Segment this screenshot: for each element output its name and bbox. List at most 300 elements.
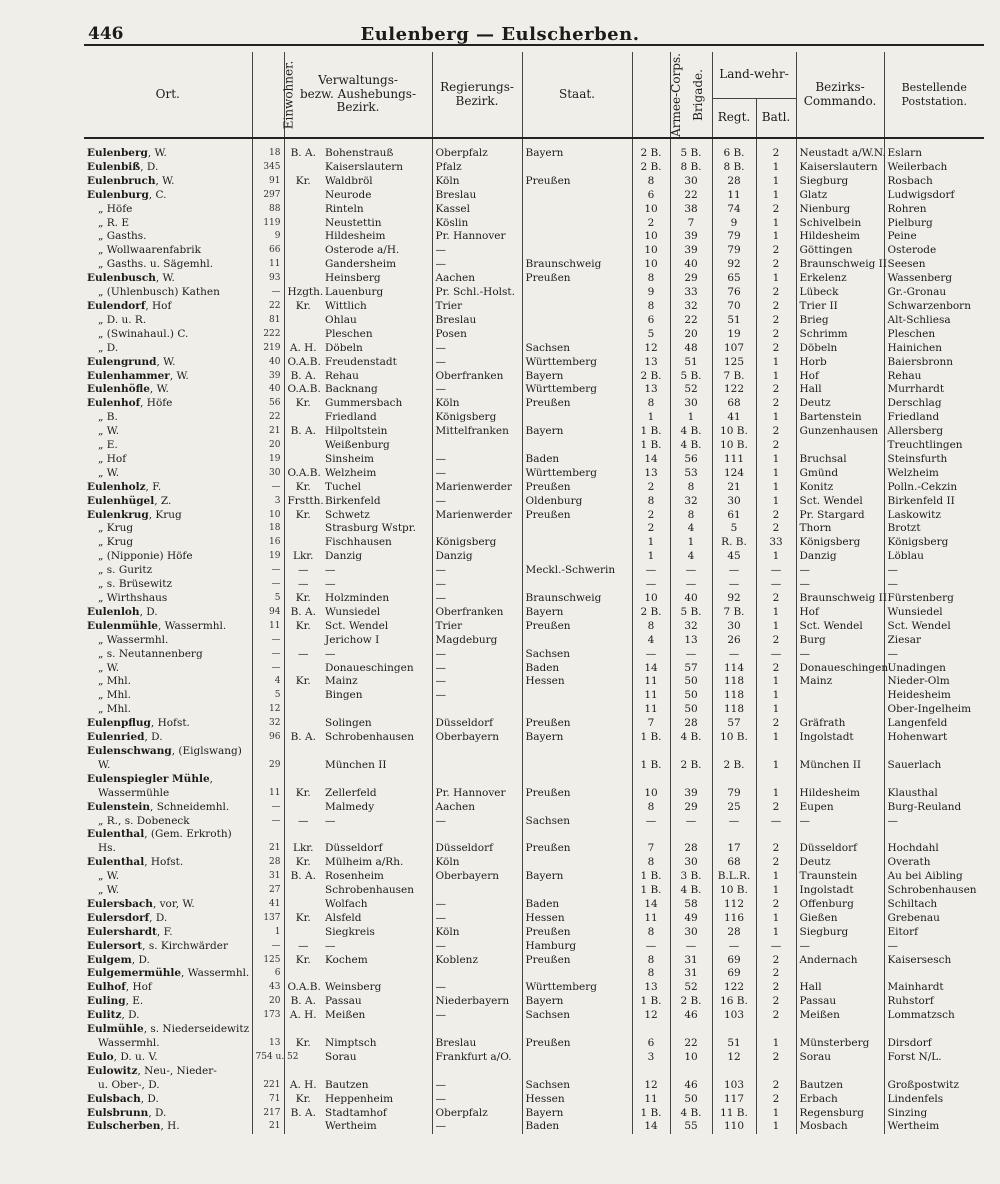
cell-staat bbox=[522, 203, 632, 217]
cell-post: — bbox=[884, 940, 984, 954]
cell-verwaltung: Sinsheim bbox=[325, 452, 374, 465]
cell-post: Ludwigsdorf bbox=[884, 189, 984, 203]
table-row bbox=[84, 1023, 984, 1037]
table-row bbox=[84, 1065, 984, 1079]
cell-ort: Eulsbrunn, D. bbox=[87, 1106, 167, 1119]
cell-batl: 1 bbox=[756, 731, 796, 745]
cell-brigade: 30 bbox=[670, 856, 712, 870]
cell-regierung: Marienwerder bbox=[432, 509, 522, 523]
cell-regierung: — bbox=[432, 592, 522, 606]
cell-typ bbox=[284, 717, 322, 731]
cell-ort: u. Ober-, D. bbox=[98, 1078, 160, 1091]
cell-post: Osterode bbox=[884, 244, 984, 258]
cell-regt: 25 bbox=[712, 801, 756, 815]
cell-verwaltung: Schrobenhausen bbox=[325, 731, 415, 744]
cell-armee: 7 bbox=[632, 842, 670, 856]
cell-regierung: — bbox=[432, 244, 522, 258]
cell-batl: — bbox=[756, 648, 796, 662]
cell-armee: — bbox=[632, 648, 670, 662]
table-row bbox=[84, 1037, 984, 1051]
cell-einwohner: — bbox=[252, 801, 284, 815]
cell-brigade: — bbox=[670, 815, 712, 829]
cell-brigade: 28 bbox=[670, 842, 712, 856]
cell-einwohner: 173 bbox=[252, 1009, 284, 1023]
cell-einwohner bbox=[252, 1065, 284, 1079]
cell-brigade: 53 bbox=[670, 467, 712, 481]
cell-typ: O.A.B. bbox=[284, 356, 322, 370]
cell-regierung: Pr. Hannover bbox=[432, 230, 522, 244]
cell-post: Au bei Aibling bbox=[884, 870, 984, 884]
cell-batl bbox=[756, 1065, 796, 1079]
cell-brigade bbox=[670, 828, 712, 842]
cell-staat bbox=[522, 689, 632, 703]
table-row bbox=[84, 1107, 984, 1121]
cell-regierung: Koblenz bbox=[432, 954, 522, 968]
table-row bbox=[84, 286, 984, 300]
cell-ort: Eulenhügel, Z. bbox=[87, 494, 172, 507]
cell-einwohner: 30 bbox=[252, 467, 284, 481]
cell-typ bbox=[284, 189, 322, 203]
cell-post: Allersberg bbox=[884, 425, 984, 439]
cell-armee: 12 bbox=[632, 1009, 670, 1023]
cell-ort: „ E. bbox=[98, 439, 118, 452]
cell-einwohner: 219 bbox=[252, 342, 284, 356]
cell-einwohner bbox=[252, 745, 284, 759]
cell-brigade: 5 B. bbox=[670, 370, 712, 384]
cell-einwohner: 32 bbox=[252, 717, 284, 731]
cell-regt: 111 bbox=[712, 453, 756, 467]
cell-verwaltung: Bingen bbox=[325, 689, 363, 702]
cell-typ: A. H. bbox=[284, 342, 322, 356]
page-number: 446 bbox=[88, 24, 124, 44]
cell-typ: Lkr. bbox=[284, 550, 322, 564]
cell-post: Baiersbronn bbox=[884, 356, 984, 370]
cell-staat: Bayern bbox=[522, 1107, 632, 1121]
cell-einwohner: 19 bbox=[252, 550, 284, 564]
cell-staat: Württemberg bbox=[522, 383, 632, 397]
cell-einwohner: 22 bbox=[252, 300, 284, 314]
cell-brigade: 58 bbox=[670, 898, 712, 912]
cell-typ: Kr. bbox=[284, 1037, 322, 1051]
cell-regierung: Oberfranken bbox=[432, 606, 522, 620]
cell-brigade: 4 B. bbox=[670, 1107, 712, 1121]
cell-typ bbox=[284, 1120, 322, 1134]
cell-batl: 2 bbox=[756, 1093, 796, 1107]
cell-post: Wassenberg bbox=[884, 272, 984, 286]
cell-brigade: — bbox=[670, 564, 712, 578]
cell-typ: Kr. bbox=[284, 592, 322, 606]
cell-post: Rehau bbox=[884, 370, 984, 384]
cell-einwohner: 31 bbox=[252, 870, 284, 884]
cell-einwohner: 3 bbox=[252, 495, 284, 509]
cell-staat bbox=[522, 439, 632, 453]
cell-post: Dirsdorf bbox=[884, 1037, 984, 1051]
cell-regierung: Köln bbox=[432, 856, 522, 870]
cell-batl bbox=[756, 773, 796, 787]
cell-bezirk: Königsberg bbox=[796, 536, 884, 550]
cell-armee: 2 bbox=[632, 217, 670, 231]
cell-regierung: Trier bbox=[432, 300, 522, 314]
cell-regt: 51 bbox=[712, 1037, 756, 1051]
cell-ort: „ (Swinahaul.) C. bbox=[98, 327, 189, 340]
cell-staat: Preußen bbox=[522, 272, 632, 286]
table-row bbox=[84, 870, 984, 884]
cell-verwaltung: Schwetz bbox=[325, 508, 370, 521]
cell-regt: 118 bbox=[712, 703, 756, 717]
cell-regt: 74 bbox=[712, 203, 756, 217]
cell-verwaltung: Stadtamhof bbox=[325, 1106, 387, 1119]
cell-armee: 13 bbox=[632, 981, 670, 995]
cell-staat: Preußen bbox=[522, 481, 632, 495]
cell-armee: — bbox=[632, 940, 670, 954]
cell-verwaltung bbox=[322, 828, 432, 842]
cell-staat bbox=[522, 828, 632, 842]
cell-armee: 10 bbox=[632, 592, 670, 606]
cell-regt: 19 bbox=[712, 328, 756, 342]
cell-brigade: 4 B. bbox=[670, 425, 712, 439]
cell-brigade: 32 bbox=[670, 300, 712, 314]
cell-armee: 14 bbox=[632, 1120, 670, 1134]
cell-staat: Hessen bbox=[522, 1093, 632, 1107]
cell-verwaltung: Wunsiedel bbox=[325, 605, 381, 618]
cell-regt: 92 bbox=[712, 258, 756, 272]
cell-verwaltung bbox=[322, 703, 432, 717]
cell-brigade: 4 bbox=[670, 550, 712, 564]
cell-regierung bbox=[432, 439, 522, 453]
cell-brigade: 8 B. bbox=[670, 161, 712, 175]
cell-staat: Sachsen bbox=[522, 648, 632, 662]
cell-batl: 1 bbox=[756, 1107, 796, 1121]
cell-staat bbox=[522, 550, 632, 564]
cell-regierung: Danzig bbox=[432, 550, 522, 564]
cell-bezirk: Konitz bbox=[796, 481, 884, 495]
cell-typ bbox=[284, 634, 322, 648]
table-row bbox=[84, 272, 984, 286]
cell-typ: Kr. bbox=[284, 954, 322, 968]
cell-bezirk bbox=[796, 773, 884, 787]
cell-ort: „ W. bbox=[98, 884, 120, 897]
table-row bbox=[84, 648, 984, 662]
cell-typ: B. A. bbox=[284, 138, 322, 161]
cell-brigade: 5 B. bbox=[670, 606, 712, 620]
cell-regierung: — bbox=[432, 383, 522, 397]
cell-batl: 2 bbox=[756, 383, 796, 397]
cell-ort: Wassermühle bbox=[98, 786, 170, 799]
cell-bezirk: Deutz bbox=[796, 397, 884, 411]
page-header bbox=[0, 18, 1000, 44]
cell-verwaltung: Osterode a/H. bbox=[325, 244, 400, 257]
cell-batl: 2 bbox=[756, 981, 796, 995]
cell-bezirk: Meißen bbox=[796, 1009, 884, 1023]
cell-brigade: 40 bbox=[670, 258, 712, 272]
cell-bezirk: Horb bbox=[796, 356, 884, 370]
cell-armee: 8 bbox=[632, 801, 670, 815]
cell-post: Overath bbox=[884, 856, 984, 870]
cell-armee: 8 bbox=[632, 856, 670, 870]
cell-post: Gr.-Gronau bbox=[884, 286, 984, 300]
cell-verwaltung bbox=[322, 745, 432, 759]
cell-batl: 1 bbox=[756, 926, 796, 940]
cell-regierung: Düsseldorf bbox=[432, 717, 522, 731]
cell-typ: Kr. bbox=[284, 397, 322, 411]
cell-typ bbox=[284, 801, 322, 815]
cell-verwaltung: Ohlau bbox=[325, 313, 357, 326]
cell-regt: 9 bbox=[712, 217, 756, 231]
cell-post: Burg-Reuland bbox=[884, 801, 984, 815]
cell-ort: „ Gasths. u. Sägemhl. bbox=[98, 258, 214, 271]
cell-regierung: — bbox=[432, 258, 522, 272]
cell-regierung: Posen bbox=[432, 328, 522, 342]
table-row bbox=[84, 675, 984, 689]
cell-post: Pielburg bbox=[884, 217, 984, 231]
cell-verwaltung bbox=[322, 773, 432, 787]
cell-bezirk: Siegburg bbox=[796, 175, 884, 189]
cell-batl bbox=[756, 828, 796, 842]
cell-einwohner: — bbox=[252, 564, 284, 578]
cell-verwaltung: Jerichow I bbox=[325, 633, 380, 646]
table-row bbox=[84, 244, 984, 258]
cell-staat bbox=[522, 703, 632, 717]
cell-einwohner: 9 bbox=[252, 230, 284, 244]
table-row bbox=[84, 564, 984, 578]
cell-verwaltung: Wertheim bbox=[325, 1120, 377, 1133]
cell-brigade: 39 bbox=[670, 787, 712, 801]
cell-batl: 1 bbox=[756, 884, 796, 898]
cell-brigade: 1 bbox=[670, 536, 712, 550]
cell-regierung: Aachen bbox=[432, 272, 522, 286]
cell-staat bbox=[522, 328, 632, 342]
cell-verwaltung: Siegkreis bbox=[325, 925, 375, 938]
cell-brigade: 22 bbox=[670, 314, 712, 328]
cell-post: Klausthal bbox=[884, 787, 984, 801]
cell-bezirk: Brieg bbox=[796, 314, 884, 328]
cell-batl: 33 bbox=[756, 536, 796, 550]
cell-verwaltung: Tuchel bbox=[325, 480, 361, 493]
cell-regierung: — bbox=[432, 578, 522, 592]
table-body bbox=[84, 138, 984, 1134]
cell-regierung bbox=[432, 703, 522, 717]
cell-einwohner: — bbox=[252, 286, 284, 300]
cell-verwaltung: Rinteln bbox=[325, 202, 364, 215]
table-row bbox=[84, 731, 984, 745]
cell-bezirk: — bbox=[796, 564, 884, 578]
cell-post: Peine bbox=[884, 230, 984, 244]
cell-bezirk: Bartenstein bbox=[796, 411, 884, 425]
cell-batl: 2 bbox=[756, 1079, 796, 1093]
cell-verwaltung: Neurode bbox=[325, 188, 372, 201]
cell-staat bbox=[522, 411, 632, 425]
cell-bezirk: Sct. Wendel bbox=[796, 620, 884, 634]
cell-post: Sinzing bbox=[884, 1107, 984, 1121]
cell-post: Forst N/L. bbox=[884, 1051, 984, 1065]
cell-regierung: — bbox=[432, 564, 522, 578]
cell-bezirk: Gmünd bbox=[796, 467, 884, 481]
cell-staat: Preußen bbox=[522, 397, 632, 411]
cell-regierung: Kassel bbox=[432, 203, 522, 217]
cell-post: Heidesheim bbox=[884, 689, 984, 703]
cell-brigade: 52 bbox=[670, 981, 712, 995]
table-row bbox=[84, 411, 984, 425]
cell-regt: 103 bbox=[712, 1009, 756, 1023]
cell-bezirk: Erbach bbox=[796, 1093, 884, 1107]
cell-staat: Sachsen bbox=[522, 1009, 632, 1023]
cell-regierung bbox=[432, 884, 522, 898]
cell-bezirk: Gießen bbox=[796, 912, 884, 926]
cell-regt: 57 bbox=[712, 717, 756, 731]
cell-regierung: Pr. Schl.-Holst. bbox=[432, 286, 522, 300]
table-row bbox=[84, 703, 984, 717]
cell-staat: Preußen bbox=[522, 787, 632, 801]
cell-verwaltung: Waldbröl bbox=[325, 174, 373, 187]
cell-bezirk: Thorn bbox=[796, 522, 884, 536]
cell-verwaltung: Backnang bbox=[325, 383, 378, 396]
cell-typ: Hzgth. bbox=[284, 286, 322, 300]
table-row bbox=[84, 689, 984, 703]
cell-regierung: — bbox=[432, 1120, 522, 1134]
cell-regt: 30 bbox=[712, 495, 756, 509]
cell-bezirk: Schivelbein bbox=[796, 217, 884, 231]
cell-verwaltung: Zellerfeld bbox=[325, 786, 377, 799]
cell-typ bbox=[284, 161, 322, 175]
cell-batl: 1 bbox=[756, 411, 796, 425]
col-header-brigade: Brigade. bbox=[670, 52, 712, 138]
col-header-landwehr: Land-wehr- bbox=[712, 52, 796, 98]
cell-regierung: Breslau bbox=[432, 314, 522, 328]
cell-regt: — bbox=[712, 815, 756, 829]
cell-regt bbox=[712, 828, 756, 842]
cell-armee: 10 bbox=[632, 258, 670, 272]
cell-batl: 2 bbox=[756, 662, 796, 676]
cell-brigade: 2 B. bbox=[670, 995, 712, 1009]
cell-batl: 1 bbox=[756, 175, 796, 189]
cell-typ bbox=[284, 703, 322, 717]
cell-typ: — bbox=[284, 578, 322, 592]
cell-regierung bbox=[432, 967, 522, 981]
cell-batl: 2 bbox=[756, 138, 796, 161]
cell-batl: 1 bbox=[756, 1120, 796, 1134]
cell-brigade: 51 bbox=[670, 356, 712, 370]
cell-regierung: Trier bbox=[432, 620, 522, 634]
cell-post bbox=[884, 773, 984, 787]
cell-batl: — bbox=[756, 578, 796, 592]
cell-regierung: — bbox=[432, 981, 522, 995]
cell-post: Schiltach bbox=[884, 898, 984, 912]
cell-armee: 2 bbox=[632, 509, 670, 523]
cell-regt: 69 bbox=[712, 967, 756, 981]
cell-einwohner: 119 bbox=[252, 217, 284, 231]
cell-bezirk bbox=[796, 1023, 884, 1037]
cell-einwohner: 56 bbox=[252, 397, 284, 411]
cell-typ bbox=[284, 759, 322, 773]
table-row bbox=[84, 439, 984, 453]
page-title: Eulenberg — Eulscherben. bbox=[360, 24, 640, 45]
cell-ort: Eulendorf, Hof bbox=[87, 299, 172, 312]
cell-regierung: — bbox=[432, 342, 522, 356]
cell-staat: Bayern bbox=[522, 606, 632, 620]
cell-einwohner: 5 bbox=[252, 689, 284, 703]
cell-ort: „ Mhl. bbox=[98, 689, 131, 702]
cell-ort: Eulersort, s. Kirchwärder bbox=[87, 939, 228, 952]
cell-bezirk bbox=[796, 828, 884, 842]
cell-verwaltung: Düsseldorf bbox=[325, 842, 383, 855]
cell-batl: 2 bbox=[756, 954, 796, 968]
cell-regierung: Düsseldorf bbox=[432, 842, 522, 856]
cell-regt: 79 bbox=[712, 787, 756, 801]
cell-regierung: Oberpfalz bbox=[432, 1107, 522, 1121]
cell-typ: — bbox=[284, 940, 322, 954]
cell-regt: 11 bbox=[712, 189, 756, 203]
cell-batl: 2 bbox=[756, 286, 796, 300]
cell-regt bbox=[712, 773, 756, 787]
cell-regt: 118 bbox=[712, 689, 756, 703]
cell-ort: „ Gasths. bbox=[98, 230, 147, 243]
cell-armee: 1 B. bbox=[632, 425, 670, 439]
cell-verwaltung: — bbox=[325, 578, 336, 591]
cell-batl: 2 bbox=[756, 203, 796, 217]
cell-bezirk: Hof bbox=[796, 606, 884, 620]
cell-einwohner: 16 bbox=[252, 536, 284, 550]
cell-staat: Preußen bbox=[522, 175, 632, 189]
cell-regt: 122 bbox=[712, 981, 756, 995]
cell-typ bbox=[284, 439, 322, 453]
table-row bbox=[84, 1051, 984, 1065]
cell-staat: Preußen bbox=[522, 1037, 632, 1051]
cell-batl: 2 bbox=[756, 328, 796, 342]
cell-armee: 13 bbox=[632, 467, 670, 481]
cell-regierung: — bbox=[432, 662, 522, 676]
cell-armee: 10 bbox=[632, 230, 670, 244]
cell-ort: Eulenried, D. bbox=[87, 731, 163, 744]
cell-typ bbox=[284, 230, 322, 244]
cell-verwaltung: Wolfach bbox=[325, 897, 368, 910]
cell-ort: Eulengrund, W. bbox=[87, 355, 176, 368]
cell-verwaltung: — bbox=[325, 939, 336, 952]
cell-armee: 2 B. bbox=[632, 606, 670, 620]
cell-brigade: 4 B. bbox=[670, 884, 712, 898]
cell-typ bbox=[284, 453, 322, 467]
cell-brigade: 4 B. bbox=[670, 439, 712, 453]
cell-batl: 1 bbox=[756, 272, 796, 286]
cell-regt: 11 B. bbox=[712, 1107, 756, 1121]
cell-regt: 30 bbox=[712, 620, 756, 634]
cell-post: Grebenau bbox=[884, 912, 984, 926]
cell-batl: 1 bbox=[756, 481, 796, 495]
cell-ort: Eulenbruch, W. bbox=[87, 174, 175, 187]
table-row bbox=[84, 801, 984, 815]
cell-ort: „ Hof bbox=[98, 452, 127, 465]
cell-batl bbox=[756, 1023, 796, 1037]
cell-bezirk: Deutz bbox=[796, 856, 884, 870]
table-row bbox=[84, 717, 984, 731]
cell-post: Murrhardt bbox=[884, 383, 984, 397]
cell-regierung: Niederbayern bbox=[432, 995, 522, 1009]
cell-ort: Eulscherben, H. bbox=[87, 1120, 180, 1133]
cell-post bbox=[884, 828, 984, 842]
cell-regt: 92 bbox=[712, 592, 756, 606]
cell-einwohner bbox=[252, 828, 284, 842]
cell-verwaltung: Sct. Wendel bbox=[325, 619, 389, 632]
cell-armee: 4 bbox=[632, 634, 670, 648]
cell-regt: 107 bbox=[712, 342, 756, 356]
cell-einwohner: 22 bbox=[252, 411, 284, 425]
col-header-batl: Batl. bbox=[756, 98, 796, 138]
cell-regierung: Oberbayern bbox=[432, 731, 522, 745]
col-header-einwohner: Einwohner. bbox=[252, 52, 284, 138]
cell-einwohner: 40 bbox=[252, 383, 284, 397]
col-header-armee: Armee-Corps. bbox=[632, 52, 670, 138]
cell-brigade: 50 bbox=[670, 1093, 712, 1107]
cell-brigade: 20 bbox=[670, 328, 712, 342]
